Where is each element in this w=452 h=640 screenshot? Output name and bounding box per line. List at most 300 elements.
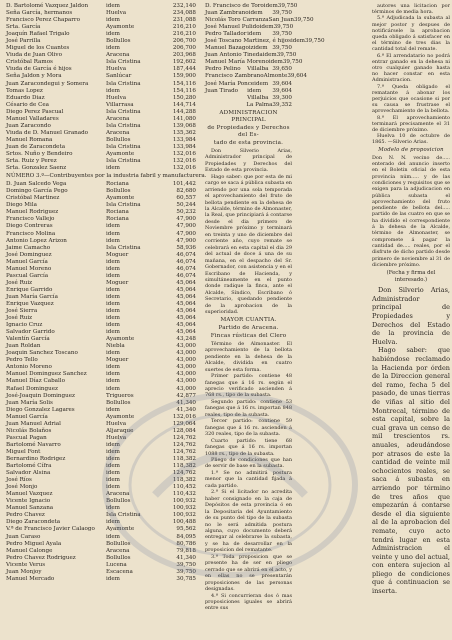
amount: 45,064 xyxy=(176,293,196,300)
contributor-name: Salvador Garrido xyxy=(6,329,55,336)
town: idem xyxy=(106,293,120,300)
contributor-name: José Sierra xyxy=(6,308,38,315)
contributor-row xyxy=(6,555,196,562)
contributor-row xyxy=(6,315,196,322)
amount: 84,095 xyxy=(176,533,196,540)
amount: 39,750 xyxy=(272,45,292,52)
contributor-name: Pedro Pelino xyxy=(205,66,241,73)
contributor-name: Antonio Moreno xyxy=(6,364,52,371)
town: San Juan xyxy=(268,17,294,24)
town: idem xyxy=(106,31,120,38)
contributor-name: Antonio Lopez Arizon xyxy=(6,237,67,244)
amount: 124,762 xyxy=(172,470,196,477)
contributor-row xyxy=(205,38,325,45)
town: Ayamonte xyxy=(106,24,135,31)
contributor-name: Jaime Camacho xyxy=(6,244,51,251)
amount: 43,000 xyxy=(176,343,196,350)
model-heading: Modelo de proposicion xyxy=(378,146,444,153)
town: idem xyxy=(106,441,120,448)
contributor-name: Joaquin Sanchez Toscano xyxy=(6,350,78,357)
town: Almonte xyxy=(263,73,288,80)
contributor-name: Nicolás Toro Carranza xyxy=(205,17,269,24)
administration-heading: ADMINISTRACION PRINCIPAL xyxy=(219,109,278,123)
contributor-row xyxy=(6,350,196,357)
amount: 139,068 xyxy=(172,122,196,129)
contributor-row xyxy=(6,252,196,259)
town: Ayamonte xyxy=(106,413,135,420)
contributor-name: Juan María Solis xyxy=(6,399,53,406)
amount: 206,700 xyxy=(172,45,196,52)
amount: 39,750 xyxy=(293,17,314,24)
contributor-name: José Dominguez xyxy=(6,251,52,258)
amount: 39,750 xyxy=(276,52,297,59)
amount: 43,000 xyxy=(176,385,196,392)
contributor-name: Srta. García xyxy=(6,24,41,31)
contributor-row xyxy=(6,130,196,137)
contributor-list-continued xyxy=(205,3,325,109)
mayor-cuantia-heading: MAYOR CUANTIA. xyxy=(220,316,277,323)
contributor-row xyxy=(6,576,196,583)
amount: 129,064 xyxy=(172,420,196,427)
town: Ayamonte xyxy=(106,195,135,202)
amount: 132,016 xyxy=(172,165,196,172)
contributor-row xyxy=(6,442,196,449)
amount: 39,604 xyxy=(272,80,292,87)
town: idem xyxy=(106,286,120,293)
town: idem xyxy=(106,265,120,272)
contributor-name: Viuda de García é hijos xyxy=(6,66,72,73)
town: idem xyxy=(106,364,120,371)
town: Isla Cristina xyxy=(106,108,141,115)
contributor-row xyxy=(6,73,196,80)
town: idem xyxy=(106,87,120,94)
contributor-name: Bartolomé Cífra xyxy=(6,463,52,470)
amount: 45,064 xyxy=(176,300,196,307)
contributor-name: Manuel García xyxy=(6,413,48,420)
contributor-row xyxy=(6,498,196,505)
contributor-row xyxy=(6,414,196,421)
contributor-name: Manuel Díaz Caballo xyxy=(6,378,65,385)
contributor-name: Diego Contreras xyxy=(6,223,53,230)
town: idem xyxy=(106,300,120,307)
amount: 46,074 xyxy=(176,258,196,265)
amount: 132,016 xyxy=(172,158,196,165)
contributor-name xyxy=(205,102,246,109)
town: idem xyxy=(106,371,120,378)
amount: 43,248 xyxy=(176,336,196,343)
contributor-name: José Manuel Pulido xyxy=(205,24,260,31)
contributor-row xyxy=(6,223,196,230)
contributor-name: D. Juan Salcedo Vega xyxy=(6,181,67,188)
amount: 39,604 xyxy=(287,73,307,80)
town: idem xyxy=(106,505,120,512)
amount: 110,452 xyxy=(172,484,196,491)
town: idem xyxy=(290,38,305,45)
amount: 124,762 xyxy=(172,448,196,455)
amount: 45,064 xyxy=(176,329,196,336)
town: idem xyxy=(106,329,120,336)
contributor-row xyxy=(205,66,292,73)
town: idem xyxy=(106,223,120,230)
contributor-row xyxy=(6,336,196,343)
contributor-name: Vicente Verus xyxy=(6,561,46,568)
amount: 95,562 xyxy=(176,526,196,533)
amount: 128,084 xyxy=(172,427,196,434)
town: idem xyxy=(263,3,278,9)
amount: 231,088 xyxy=(172,17,196,24)
contributor-row xyxy=(6,378,196,385)
town: Moguer xyxy=(106,357,129,364)
amount: 50,232 xyxy=(176,209,196,216)
notice-body-2 xyxy=(205,341,292,612)
amount: 47,900 xyxy=(176,216,196,223)
town: idem xyxy=(248,10,263,17)
amount: 39,750 xyxy=(272,31,292,38)
town: Rociana xyxy=(106,209,129,216)
town: idem xyxy=(247,31,262,38)
town: Isla Cristina xyxy=(106,59,141,66)
contributor-row xyxy=(6,456,196,463)
amount: 45,064 xyxy=(176,308,196,315)
contributor-row xyxy=(6,266,196,273)
contributor-row xyxy=(6,238,196,245)
town: idem xyxy=(106,272,120,279)
contributor-name: Manuel Moreno xyxy=(6,265,52,272)
contributor-name: Cristóbal Martinez xyxy=(6,195,60,202)
amount: 39,750 xyxy=(272,10,292,17)
contributor-row xyxy=(6,209,196,216)
amount: 47,900 xyxy=(176,230,196,237)
amount: 192,602 xyxy=(172,59,196,66)
amount: 206,700 xyxy=(172,38,196,45)
notice-body-1 xyxy=(205,148,292,316)
amount: 39,750 xyxy=(304,38,325,45)
amount: 43,000 xyxy=(176,378,196,385)
contributor-name: Juan Zaracondo xyxy=(6,122,51,129)
notice-header-2: Don Silverio Arias, Administrador principal de Propiedades y Derechos del Estado de la provincia de Huelva. xyxy=(372,286,450,346)
condition-paragraph: 5.ª Adjudicada la subasta al mejor postor y despues de notificársele la aprobacion queda obligado á satisfacer en el término de tres dias la cantidad total del remate. xyxy=(372,15,450,53)
town: Isla Cristina xyxy=(106,202,141,209)
contributor-name: Manuel Mercado xyxy=(6,575,55,582)
amount: 154,116 xyxy=(172,80,196,87)
town: idem xyxy=(106,575,120,582)
contributor-name: Manuel Valladares xyxy=(6,115,59,122)
town: Isla Cristina xyxy=(106,143,141,150)
town: idem xyxy=(106,448,120,455)
amount: 100,488 xyxy=(172,519,196,526)
contributor-name: Juan Roldan xyxy=(6,343,41,350)
amount: 41,340 xyxy=(176,399,196,406)
contributor-row xyxy=(205,45,292,52)
town: Bollullos xyxy=(106,136,131,143)
contributor-name: José Ruiz xyxy=(6,279,33,286)
contributor-row xyxy=(6,245,196,252)
contributor-name: D. Francisco de Toro xyxy=(205,3,264,9)
contributor-row xyxy=(6,10,196,17)
contributor-name: Bernardino Rodrigez xyxy=(6,456,66,462)
contributor-name: Juan Tirado xyxy=(205,87,239,94)
notice-paragraph: Segundo partido: contiene 53 fanegas que á 16 rs. importan 848 reales, tipo de la subasta. xyxy=(205,398,292,418)
amount: 79,818 xyxy=(176,547,196,554)
town: Bollullos xyxy=(106,540,131,547)
town: idem xyxy=(254,80,269,87)
notice-paragraph: Don Silverio Arias, Administrador principal de Propiedades y Derechos del Estado de esta provincia. xyxy=(205,147,292,174)
town: Huelva xyxy=(106,420,127,427)
contributor-name: Manuel Romana xyxy=(6,136,53,143)
contributor-row xyxy=(6,505,196,512)
contributor-name: Manuel Calonge xyxy=(6,547,53,554)
amount: 45,064 xyxy=(176,279,196,286)
contributor-name: Bartolomé Navarro xyxy=(6,441,61,448)
contributor-row xyxy=(6,541,196,548)
contributor-row xyxy=(6,137,196,144)
partido-heading: Partido de Aracena. xyxy=(218,324,279,331)
contributor-row xyxy=(205,102,292,109)
contributor-row xyxy=(6,428,196,435)
model-signature: (Fecha y firma del interesado.) xyxy=(386,270,436,284)
town: Rociana xyxy=(106,181,129,188)
town: Aracena xyxy=(106,547,130,554)
amount: 50,244 xyxy=(176,202,196,209)
town: idem xyxy=(106,17,120,24)
notice-paragraph: Cuarto partido: tiene 68 fanegas que á 16 rs. importan 1088 rs., tipo de la subasta. xyxy=(205,437,292,457)
town: Escacena xyxy=(106,568,133,575)
town: Bollullos xyxy=(106,554,131,561)
town: Villalba xyxy=(247,94,269,101)
amount: 41,340 xyxy=(176,406,196,413)
amount: 58,936 xyxy=(176,244,196,251)
town: Huelva xyxy=(106,10,127,17)
town: Villalba xyxy=(247,66,269,73)
contributor-list-industry xyxy=(6,181,196,583)
town: Aracena xyxy=(106,491,130,498)
contributor-row xyxy=(6,195,196,202)
town: Bollullos xyxy=(106,498,131,505)
contributor-name xyxy=(205,95,247,102)
contributor-row xyxy=(6,102,196,109)
amount: 30,785 xyxy=(176,575,196,582)
town: La Palma xyxy=(246,101,273,108)
amount: 132,016 xyxy=(172,150,196,157)
amount: 133,984 xyxy=(172,136,196,143)
notice-paragraph: 3.ª Toda proposicion que se presente ha de ser en pliego cerrado que se abrirá en el acto, y en ellas no se presentarán proposiciones de las personas designadas. xyxy=(205,553,292,593)
column-1 xyxy=(6,3,207,583)
town: idem xyxy=(106,308,120,315)
contributor-row xyxy=(6,512,196,519)
contributor-name: José Ríos xyxy=(6,477,32,484)
amount: 39,750 xyxy=(176,561,196,568)
town: Ayamonte xyxy=(106,150,135,157)
amount: 42,877 xyxy=(176,392,196,399)
amount: 43,000 xyxy=(176,350,196,357)
town: idem xyxy=(106,519,120,526)
contributor-name: Pedro Tallador xyxy=(205,31,247,38)
amount: 154,116 xyxy=(172,87,196,94)
contributor-row xyxy=(6,421,196,428)
contributor-name: Pedro Chavez Rodriguez xyxy=(6,554,76,561)
conditions-list xyxy=(372,3,450,146)
town: idem xyxy=(106,533,120,540)
amount: 110,432 xyxy=(172,491,196,498)
amount: 133,984 xyxy=(172,143,196,150)
town: Moguer xyxy=(106,279,129,286)
town: idem xyxy=(268,59,283,66)
town: Ayamonte xyxy=(106,526,135,533)
town: Aracena xyxy=(106,129,130,136)
contributor-row xyxy=(6,526,196,533)
contributor-name: Ignacio Cruz xyxy=(6,322,43,329)
contributor-row xyxy=(6,259,196,266)
contributor-row xyxy=(6,202,196,209)
contributor-name: Juan Zaracondegui y Somera xyxy=(6,80,89,87)
notice-paragraph: 1.ª Se no admitirá postura menor que la cantidad fijada á cada partido. xyxy=(205,469,292,489)
town: Sanlúcar xyxy=(106,73,132,80)
administration-subheading: de Propiedades y Derechos del Es- xyxy=(207,124,290,138)
contributor-name: Francisco Zambrano xyxy=(205,73,264,80)
notice-paragraph: Primer partido: contiene 48 fanegas que á 16 rs. según el aprecio verificado ascienden á 768 rs., tipo de la subasta. xyxy=(205,373,292,399)
town: idem xyxy=(253,45,268,52)
amount: 39,750 xyxy=(273,24,294,31)
amount: 47,900 xyxy=(176,223,196,230)
contributor-row xyxy=(6,88,196,95)
condition-paragraph: 8.ª El aprovechamiento terminará precisamente el 31 de diciembre próximo. xyxy=(372,114,450,134)
contributor-name: Juan Caraso xyxy=(6,533,41,540)
contributor-name: Salvador Alsina xyxy=(6,470,51,477)
contributor-name: Enrique Vazquez xyxy=(6,300,54,307)
amount: 43,000 xyxy=(176,357,196,364)
contributor-name: Pedro Miguel Ayala xyxy=(6,540,62,547)
town: Isla Cristina xyxy=(106,244,141,251)
contributor-name: Nicolás Bolaños xyxy=(6,427,52,434)
amount: 124,762 xyxy=(172,441,196,448)
contributor-row xyxy=(6,491,196,498)
contributor-name: Pascual Pagan xyxy=(6,434,47,441)
town: idem xyxy=(262,52,277,59)
contributor-name: Juan Monjoy xyxy=(6,568,42,575)
town: idem xyxy=(106,230,120,237)
contributor-row xyxy=(6,569,196,576)
town: Aracena xyxy=(106,52,130,59)
town: Bollullos xyxy=(106,188,131,195)
town: idem xyxy=(106,463,120,470)
contributor-row xyxy=(6,158,196,165)
town: idem xyxy=(106,484,120,491)
contributor-row xyxy=(6,364,196,371)
contributor-row xyxy=(6,3,196,10)
town: Trigueros xyxy=(106,392,134,399)
amount: 118,382 xyxy=(172,477,196,484)
amount: 45,064 xyxy=(176,315,196,322)
contributor-name: Juan Antonio Tineda xyxy=(205,52,263,59)
town: Isla Cristina xyxy=(106,512,141,519)
contributor-row xyxy=(6,45,196,52)
amount: 80,786 xyxy=(176,540,196,547)
contributor-row xyxy=(205,24,292,31)
contributor-row xyxy=(205,73,307,80)
contributor-row xyxy=(6,534,196,541)
contributor-row xyxy=(6,386,196,393)
contributor-name: Srta. Gonzalez Saenz xyxy=(6,165,67,172)
town: Huelva xyxy=(106,434,127,441)
administration-subheading-2: tado de esta provincia. xyxy=(213,139,284,146)
contributor-name: Miguel de los Cuantes xyxy=(6,45,70,52)
amount: 46,074 xyxy=(176,265,196,272)
notice-body-3: Hago saber: que habiéndose reclamado la Hacienda por órden de la Direccion general del ramo, fecha 5 del pasado, de unas tierras de viñas al sitio del Montrecal, término de esta capital, sobre la cual grava un censo de mil trescientos rs. anuales, adeudándose por atrasos de este la cantidad de veinte mil ochocientos reales, se saca á subasta en arriendo por término de tres años que empezarán á contarse desde el dia siguiente al de la aprobacion del remate, cuyo acto tendrá lugar en esta Administracion el veinte y uno del actual, con entera sujecion al pliego de condiciones que á continuacion se inserta. xyxy=(372,346,450,596)
contributor-row xyxy=(6,357,196,364)
contributor-name: Enrique Garrido xyxy=(6,286,53,293)
contributor-row xyxy=(6,109,196,116)
contributor-name: José Ruiz xyxy=(6,315,33,322)
contributor-name: Diego Zaracondeta xyxy=(6,519,61,526)
contributor-row xyxy=(6,165,196,172)
amount: 132,016 xyxy=(172,413,196,420)
contributor-row xyxy=(6,301,196,308)
contributor-row xyxy=(6,400,196,407)
contributor-name: Pascual García xyxy=(6,272,49,279)
amount: 46,074 xyxy=(176,272,196,279)
amount: 43,000 xyxy=(176,364,196,371)
town: idem xyxy=(106,322,120,329)
contributor-name: Srta. Ruiz y Perez xyxy=(6,158,57,165)
town: Rociana xyxy=(106,216,129,223)
contributor-row xyxy=(205,59,303,66)
contributor-row xyxy=(6,548,196,555)
town: idem xyxy=(106,315,120,322)
contributor-row xyxy=(6,294,196,301)
amount: 41,340 xyxy=(176,554,196,561)
contributor-name: Joaquín Rafael Trigalo xyxy=(6,31,70,38)
notice-paragraph: Pliego de condiciones que han de servir de base en la subasta. xyxy=(205,457,292,470)
contributor-name: Eduardo Diaz xyxy=(6,94,45,101)
condition-paragraph: Huelva 10 de octubre de 1865. —Silverio Arias. xyxy=(372,133,450,146)
amount: 234,088 xyxy=(172,10,196,17)
amount: 60,557 xyxy=(176,195,196,202)
amount: 187,444 xyxy=(172,66,196,73)
amount: 39,750 xyxy=(176,568,196,575)
contributor-row xyxy=(6,562,196,569)
condition-paragraph: 6.ª El arrendatario no podrá entrar ganado en la dehesa ni otro cualquier ganado hasta no hacer constar en esta Administracion. xyxy=(372,52,450,84)
contributor-row xyxy=(205,95,292,102)
contributor-row xyxy=(6,470,196,477)
contributor-row xyxy=(6,463,196,470)
contributor-row xyxy=(6,484,196,491)
town: Isla Cristina xyxy=(106,158,141,165)
amount: 135,362 xyxy=(172,129,196,136)
amount: 150,280 xyxy=(172,94,196,101)
contributor-name: José María Ponce xyxy=(205,80,255,87)
amount: 39,300 xyxy=(272,94,292,101)
contributor-name: Diego Mila xyxy=(6,202,37,209)
amount: 100,932 xyxy=(172,512,196,519)
town: idem xyxy=(259,24,274,31)
contributor-row xyxy=(6,144,196,151)
town: idem xyxy=(106,165,120,172)
fincas-heading: Fincas rústicas del Clero xyxy=(210,332,287,339)
amount: 47,900 xyxy=(176,237,196,244)
town: idem xyxy=(106,406,120,413)
contributor-row xyxy=(205,3,298,10)
amount: 39,750 xyxy=(277,3,298,9)
contributor-name: Valentín García xyxy=(6,336,50,343)
contributor-row xyxy=(205,88,292,95)
amount: 124,762 xyxy=(172,434,196,441)
amount: 118,382 xyxy=(172,456,196,462)
contributor-name: Juan Manuel Adrial xyxy=(6,420,61,427)
notice-paragraph: 4.ª Si concurrieran dos ó mas proposiciones iguales se abrirá entre sus xyxy=(205,592,292,612)
town: idem xyxy=(106,378,120,385)
contributor-name: Manuel María Moreno xyxy=(205,59,269,66)
column-2 xyxy=(205,3,325,612)
